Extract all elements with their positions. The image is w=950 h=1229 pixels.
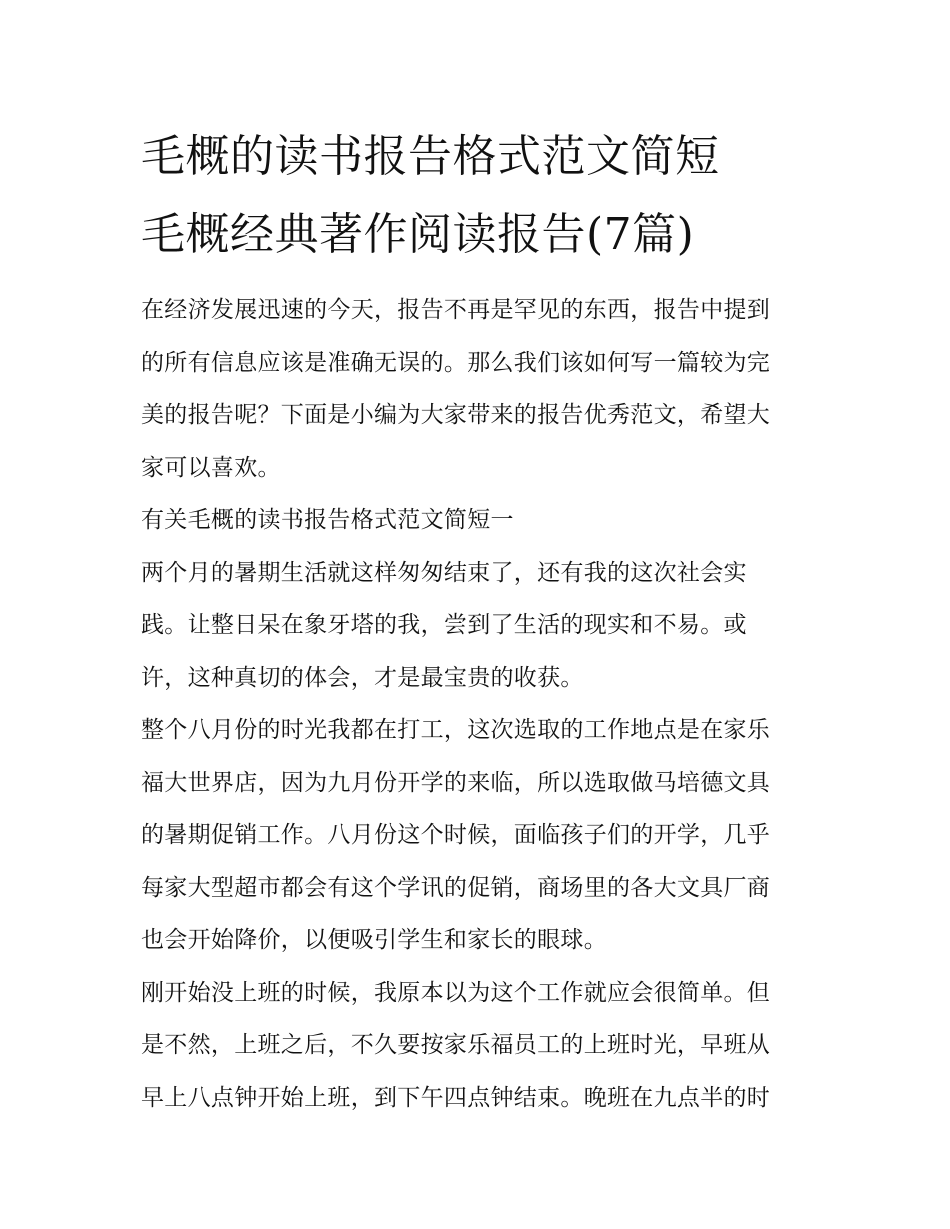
body-paragraph <box>141 547 821 705</box>
text-line: 的所有信息应该是准确无误的。那么我们该如何写一篇较为完 <box>141 349 771 376</box>
title-line: 毛概经典著作阅读报告(7篇) <box>141 209 695 260</box>
body-paragraph <box>141 967 821 1125</box>
text-line: 许，这种真切的体会，才是最宝贵的收获。 <box>141 664 584 691</box>
section-heading <box>141 494 821 547</box>
text-line: 刚开始没上班的时候，我原本以为这个工作就应会很简单。但 <box>141 979 771 1006</box>
text-line: 的暑期促销工作。八月份这个时候，面临孩子们的开学，几乎 <box>141 822 771 848</box>
text-line: 福大世界店，因为九月份开学的来临，所以选取做马培德文具 <box>141 769 771 796</box>
document-body <box>141 118 821 1124</box>
text-line: 是不然，上班之后，不久要按家乐福员工的上班时光，早班从 <box>141 1032 771 1058</box>
body-paragraph <box>141 704 821 967</box>
text-line: 两个月的暑期生活就这样匆匆结束了，还有我的这次社会实 <box>141 559 747 586</box>
document-title <box>141 118 821 274</box>
text-line: 美的报告呢？下面是小编为大家带来的报告优秀范文，希望大 <box>141 402 771 428</box>
intro-paragraph <box>141 284 821 494</box>
text-line: 每家大型超市都会有这个学讯的促销，商场里的各大文具厂商 <box>141 874 771 901</box>
text-line: 家可以喜欢。 <box>141 454 281 481</box>
text-line: 整个八月份的时光我都在打工，这次选取的工作地点是在家乐 <box>141 717 771 743</box>
text-line: 践。让整日呆在象牙塔的我，尝到了生活的现实和不易。或 <box>141 612 747 638</box>
text-line: 有关毛概的读书报告格式范文简短一 <box>141 507 514 533</box>
text-line: 早上八点钟开始上班，到下午四点钟结束。晚班在九点半的时 <box>141 1084 771 1111</box>
text-line: 在经济发展迅速的今天，报告不再是罕见的东西，报告中提到 <box>141 297 771 323</box>
text-line: 也会开始降价，以便吸引学生和家长的眼球。 <box>141 927 607 953</box>
title-line: 毛概的读书报告格式范文简短 <box>141 131 720 182</box>
